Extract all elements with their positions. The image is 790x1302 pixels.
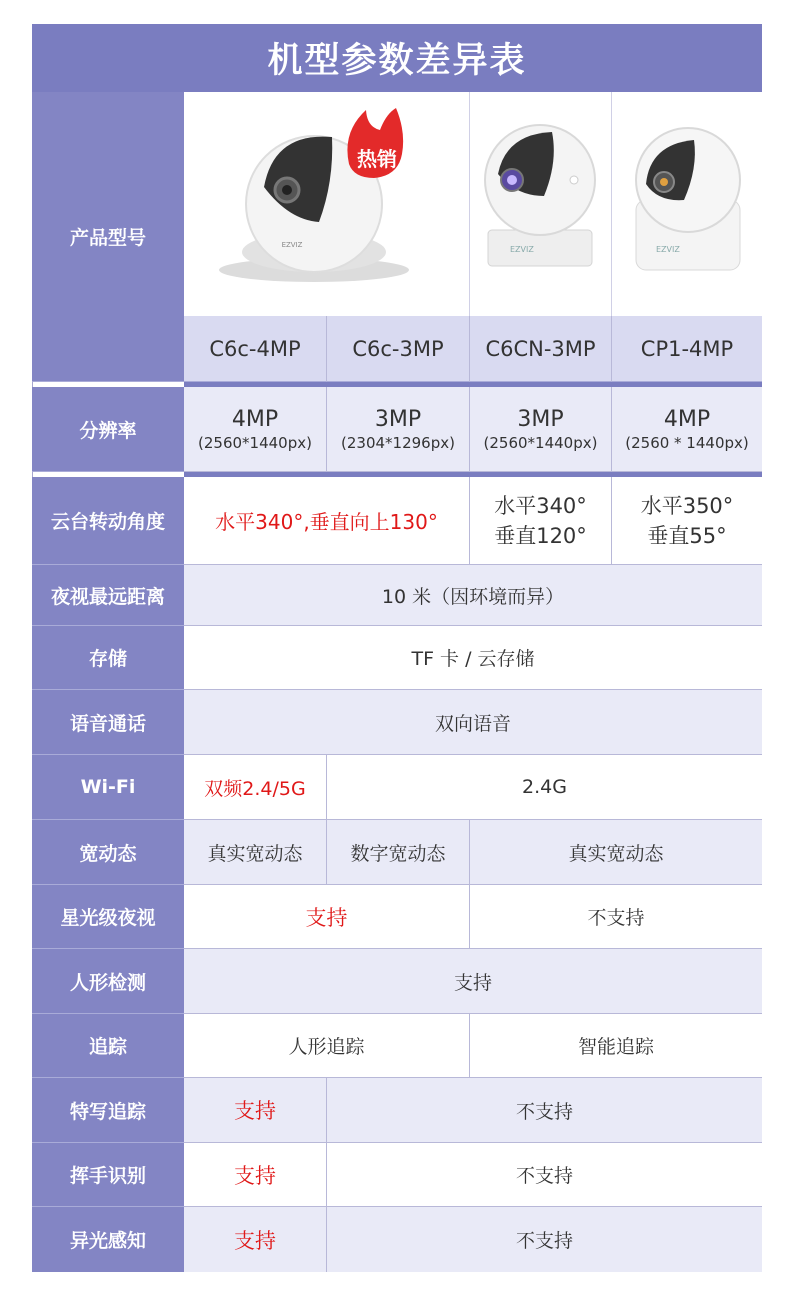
resolution-mp: 4MP	[663, 406, 711, 432]
abnormal-light-c6c-4mp: 支持	[184, 1207, 327, 1272]
resolution-mp: 3MP	[374, 406, 422, 432]
ptz-vertical: 垂直55°	[647, 523, 727, 548]
hot-badge	[347, 108, 403, 178]
label-wifi: Wi-Fi	[32, 755, 184, 820]
resolution-c6c-4mp	[184, 387, 327, 472]
label-voice: 语音通话	[32, 690, 184, 755]
brand-mark-cp1: EZVIZ	[656, 245, 680, 254]
product-image-cp1	[612, 92, 762, 316]
resolution-px: (2560*1440px)	[198, 433, 312, 452]
ptz-c6cn	[470, 477, 612, 565]
closeup-others: 不支持	[327, 1078, 762, 1143]
product-image-c6c	[184, 92, 470, 316]
wave-others: 不支持	[327, 1143, 762, 1207]
human-detection-value: 支持	[184, 949, 762, 1014]
resolution-px: (2560*1440px)	[483, 433, 598, 452]
wdr-c6c-3mp: 数字宽动态	[327, 820, 470, 885]
camera-c6c-image	[184, 92, 470, 316]
label-closeup-tracking: 特写追踪	[32, 1078, 184, 1143]
model-cp1-4mp: CP1-4MP	[612, 316, 762, 382]
label-ptz: 云台转动角度	[32, 477, 184, 565]
hot-badge-label: 热销	[357, 147, 397, 171]
resolution-px: (2560 * 1440px)	[625, 433, 749, 452]
label-human-detection: 人形检测	[32, 949, 184, 1014]
closeup-c6c-4mp: 支持	[184, 1078, 327, 1143]
starlight-others: 不支持	[470, 885, 762, 949]
wave-c6c-4mp: 支持	[184, 1143, 327, 1207]
label-night-range: 夜视最远距离	[32, 565, 184, 626]
ptz-c6c: 水平340°,垂直向上130°	[184, 477, 470, 565]
tracking-c6c: 人形追踪	[184, 1014, 470, 1078]
label-model: 产品型号	[32, 92, 184, 382]
resolution-c6c-3mp	[327, 387, 470, 472]
brand-mark-c6c: EZVIZ	[281, 241, 303, 249]
abnormal-light-others: 不支持	[327, 1207, 762, 1272]
label-abnormal-light: 异光感知	[32, 1207, 184, 1272]
wifi-others: 2.4G	[327, 755, 762, 820]
camera-c6cn-image	[470, 92, 612, 316]
resolution-c6cn-3mp	[470, 387, 612, 472]
starlight-c6c: 支持	[184, 885, 470, 949]
model-c6c-3mp: C6c-3MP	[327, 316, 470, 382]
model-c6cn-3mp: C6CN-3MP	[470, 316, 612, 382]
tracking-others: 智能追踪	[470, 1014, 762, 1078]
resolution-cp1-4mp	[612, 387, 762, 472]
resolution-mp: 4MP	[231, 406, 279, 432]
label-tracking: 追踪	[32, 1014, 184, 1078]
ptz-cp1	[612, 477, 762, 565]
label-resolution: 分辨率	[32, 387, 184, 472]
label-starlight: 星光级夜视	[32, 885, 184, 949]
resolution-mp: 3MP	[517, 406, 564, 432]
night-range-value: 10 米（因环境而异）	[184, 565, 762, 626]
model-c6c-4mp: C6c-4MP	[184, 316, 327, 382]
ptz-horizontal: 水平340°	[494, 493, 587, 518]
label-storage: 存储	[32, 626, 184, 690]
page-title: 机型参数差异表	[32, 24, 762, 92]
wdr-others: 真实宽动态	[470, 820, 762, 885]
ptz-vertical: 垂直120°	[494, 523, 587, 548]
storage-value: TF 卡 / 云存储	[184, 626, 762, 690]
product-image-c6cn	[470, 92, 612, 316]
camera-cp1-image	[612, 92, 762, 316]
wdr-c6c-4mp: 真实宽动态	[184, 820, 327, 885]
ptz-horizontal: 水平350°	[640, 493, 734, 518]
label-wave-recognition: 挥手识别	[32, 1143, 184, 1207]
brand-mark-c6cn: EZVIZ	[510, 245, 534, 254]
wifi-c6c-4mp: 双频2.4/5G	[184, 755, 327, 820]
voice-value: 双向语音	[184, 690, 762, 755]
label-wdr: 宽动态	[32, 820, 184, 885]
resolution-px: (2304*1296px)	[341, 433, 455, 452]
